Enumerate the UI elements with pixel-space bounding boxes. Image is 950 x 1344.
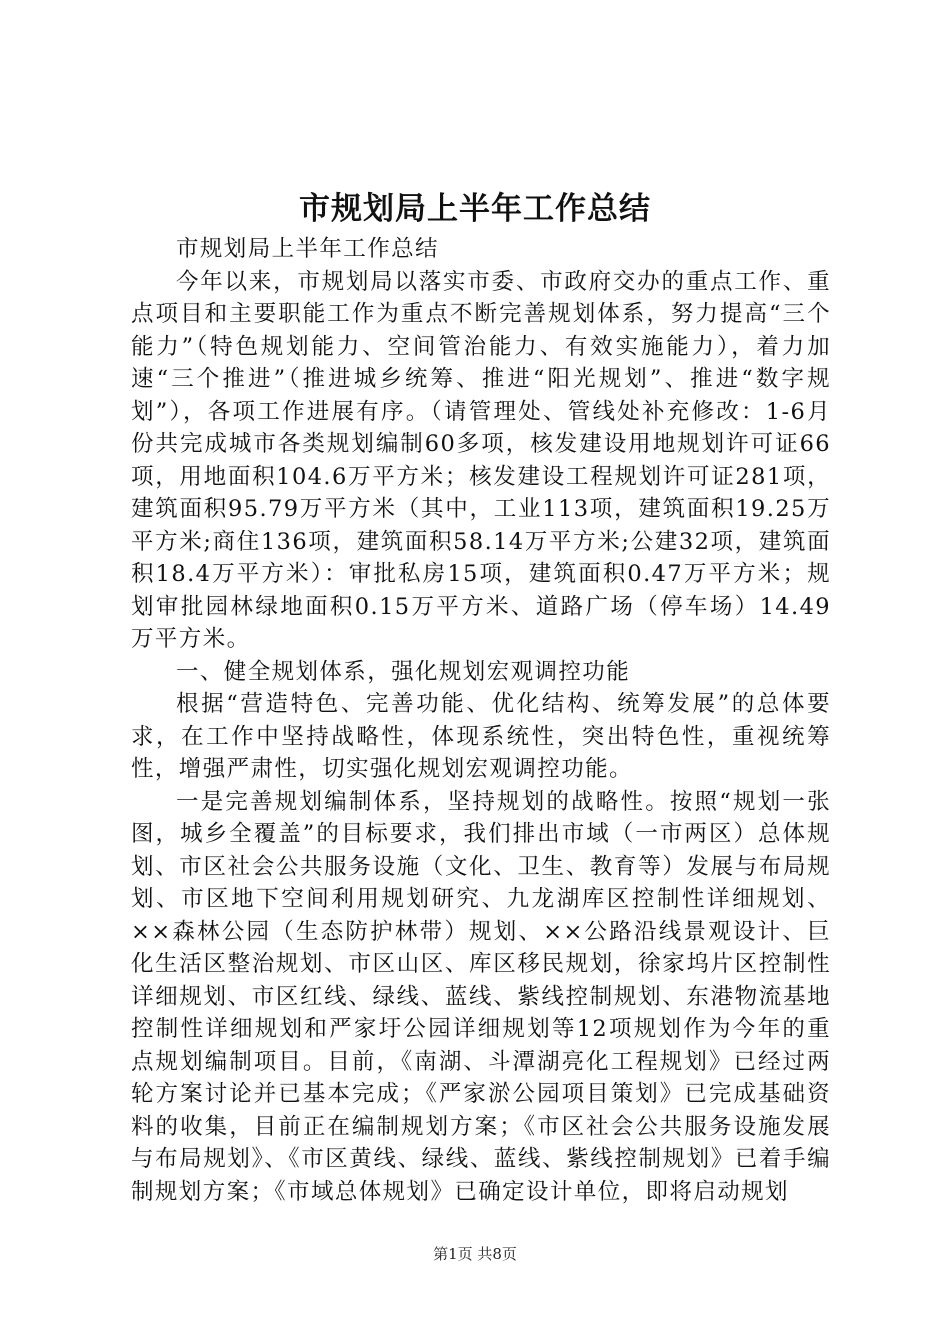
body-paragraph-intro: 今年以来，市规划局以落实市委、市政府交办的重点工作、重点项目和主要职能工作为重点不断完善规划体系，努力提高“三个能力”（特色规划能力、空间管治能力、有效实施能力），着力加速“三个推进”（推进城乡统筹、推进“阳光规划”、推进“数字规划”），各项工作进展有序。（请管理处、管线处补充修改：1-6月份共完成城市各类规划编制60多项，核发建设用地规划许可证66项，用地面积104.6万平方米；核发建设工程规划许可证281项，建筑面积95.79万平方米（其中，工业113项，建筑面积19.25万平方米;商住136项，建筑面积58.14万平方米;公建32项，建筑面积18.4万平方米）：审批私房15项，建筑面积0.47万平方米；规划审批园林绿地面积0.15万平方米、道路广场（停车场）14.49万平方米。 [131, 268, 831, 652]
section-heading-1: 一、健全规划体系，强化规划宏观调控功能 [176, 658, 631, 685]
body-paragraph-planning-system: 一是完善规划编制体系，坚持规划的战略性。按照“规划一张图，城乡全覆盖”的目标要求，我们排出市域（一市两区）总体规划、市区社会公共服务设施（文化、卫生、教育等）发展与布局规划、市区地下空间利用规划研究、九龙湖库区控制性详细规划、××森林公园（生态防护林带）规划、××公路沿线景观设计、巨化生活区整治规划、市区山区、库区移民规划，徐家坞片区控制性详细规划、市区红线、绿线、蓝线、紫线控制规划、东港物流基地控制性详细规划和严家圩公园详细规划等12项规划作为今年的重点规划编制项目。目前，《南湖、斗潭湖亮化工程规划》已经过两轮方案讨论并已基本完成；《严家淤公园项目策划》已完成基础资料的收集，目前正在编制规划方案；《市区社会公共服务设施发展与布局规划》、《市区黄线、绿线、蓝线、紫线控制规划》已着手编制规划方案；《市域总体规划》已确定设计单位，即将启动规划 [131, 788, 831, 1205]
document-title: 市规划局上半年工作总结 [299, 191, 651, 227]
body-paragraph-requirements: 根据“营造特色、完善功能、优化结构、统筹发展”的总体要求，在工作中坚持战略性，体现系统性，突出特色性，重视统筹性，增强严肃性，切实强化规划宏观调控功能。 [131, 691, 831, 782]
page-number-footer: 第1页 共8页 [433, 1245, 517, 1263]
document-body [131, 233, 831, 1208]
body-paragraph-heading: 市规划局上半年工作总结 [176, 236, 439, 262]
